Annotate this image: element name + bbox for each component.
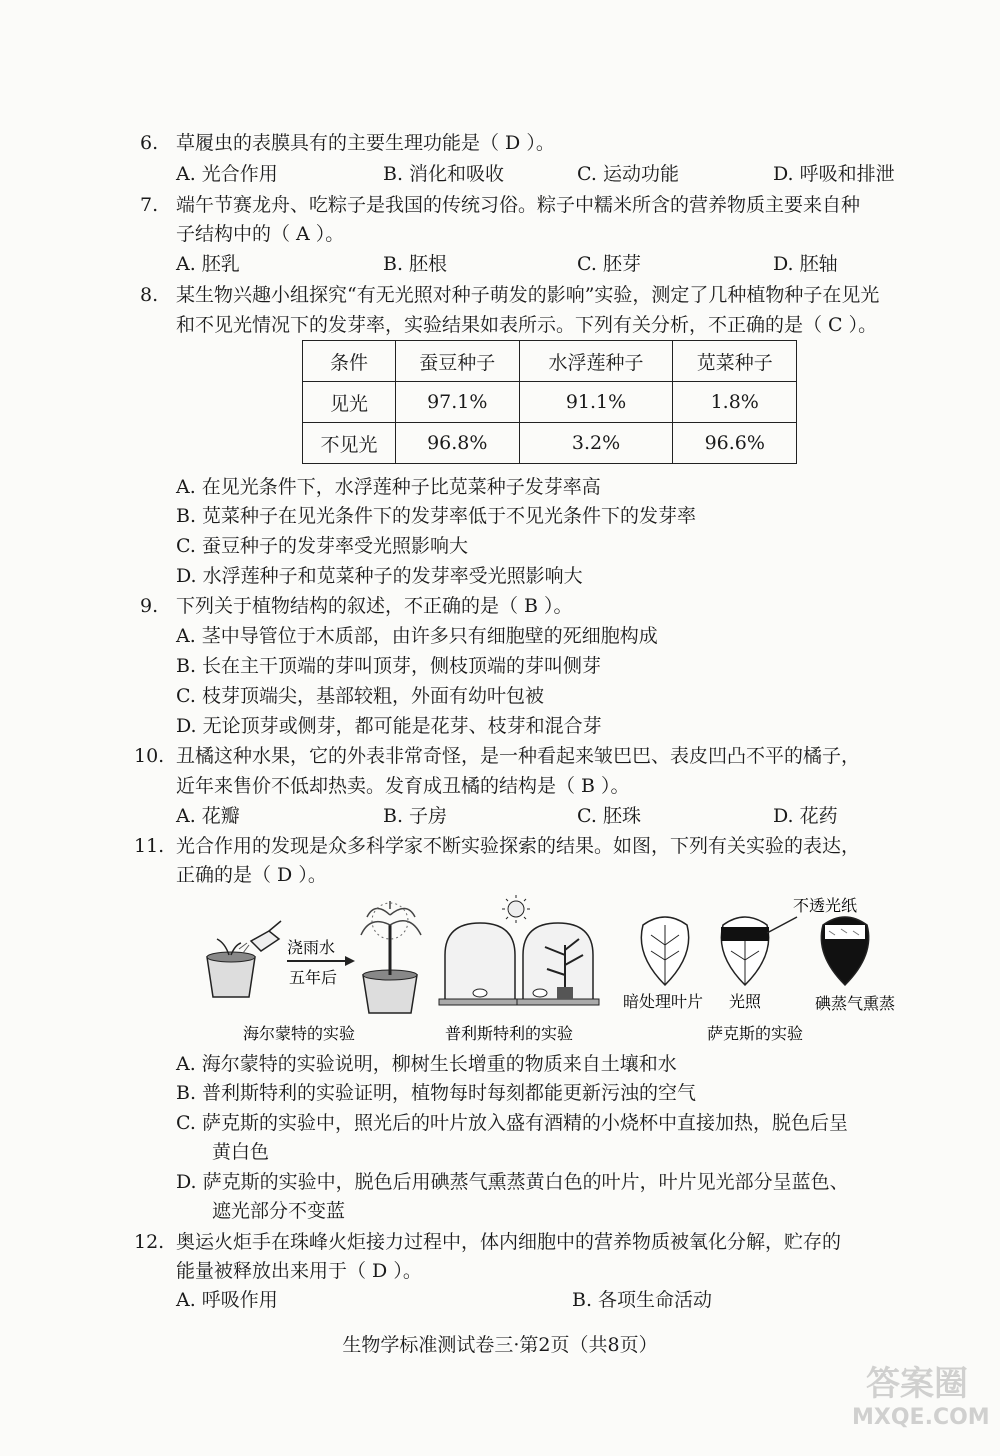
- q10-option-a: A. 花瓣: [176, 805, 240, 827]
- q7-number: 7.: [140, 194, 159, 216]
- q8-option-c: C. 蚕豆种子的发芽率受光照影响大: [176, 535, 468, 557]
- q9-number: 9.: [140, 595, 159, 617]
- caption-helmont: 海尔蒙特的实验: [243, 1024, 356, 1043]
- q6-option-d: D. 呼吸和排泄: [773, 163, 895, 185]
- watermark-logo: [852, 1356, 990, 1446]
- leaf-label-light: 光照: [729, 992, 762, 1011]
- q12-option-b: B. 各项生命活动: [572, 1289, 713, 1311]
- q6-option-c: C. 运动功能: [577, 163, 679, 185]
- q10-option-c: C. 胚珠: [577, 805, 641, 827]
- table-header-cell: 条件: [303, 341, 396, 382]
- q9-stem: 下列关于植物结构的叙述，不正确的是（ B ）。: [176, 595, 573, 617]
- table-header-cell: 苋菜种子: [673, 341, 797, 382]
- q7-stem-line2: 子结构中的（ A ）。: [176, 223, 345, 245]
- bell-jar-mouse: [439, 923, 521, 1005]
- helmont-small-pot: [207, 939, 255, 997]
- table-cell: 3.2%: [519, 423, 673, 464]
- q9-option-c: C. 枝芽顶端尖，基部较粗，外面有幼叶包被: [176, 685, 544, 707]
- leaf-label-dark: 暗处理叶片: [623, 992, 704, 1011]
- germination-table: [302, 340, 797, 464]
- opaque-paper-label: 不透光纸: [793, 896, 858, 915]
- q12-stem-line2: 能量被释放出来用于（ D ）。: [176, 1260, 422, 1282]
- table-row: [303, 423, 797, 464]
- willow-tree-pot: [361, 901, 421, 1013]
- q6-option-a: A. 光合作用: [176, 163, 278, 185]
- caption-priestley: 普利斯特利的实验: [445, 1024, 574, 1043]
- q10-stem-line1: 丑橘这种水果，它的外表非常奇怪，是一种看起来皱巴巴、表皮凹凸不平的橘子，: [176, 745, 861, 767]
- table-header-cell: 水浮莲种子: [519, 341, 673, 382]
- q12-stem-line1: 奥运火炬手在珠峰火炬接力过程中，体内细胞中的营养物质被氧化分解，贮存的: [176, 1231, 842, 1253]
- q7-option-a: A. 胚乳: [176, 253, 240, 275]
- table-cell: 96.6%: [673, 423, 797, 464]
- table-header-cell: 蚕豆种子: [396, 341, 520, 382]
- table-cell: 见光: [303, 382, 396, 423]
- q12-number: 12.: [134, 1231, 165, 1253]
- q10-number: 10.: [134, 745, 165, 767]
- q11-option-a: A. 海尔蒙特的实验说明，柳树生长增重的物质来自土壤和水: [176, 1053, 677, 1075]
- q11-option-d-line1: D. 萨克斯的实验中，脱色后用碘蒸气熏蒸黄白色的叶片，叶片见光部分呈蓝色、: [176, 1171, 849, 1193]
- q11-option-c-line2: 黄白色: [212, 1141, 270, 1163]
- q8-option-d: D. 水浮莲种子和苋菜种子的发芽率受光照影响大: [176, 565, 583, 587]
- q8-stem-line1: 某生物兴趣小组探究“有无光照对种子萌发的影响”实验，测定了几种植物种子在见光: [176, 284, 880, 306]
- leaf-dark-treated: [641, 917, 688, 985]
- q6-stem: 草履虫的表膜具有的主要生理功能是（ D ）。: [176, 132, 555, 154]
- page-footer: 生物学标准测试卷三·第2页（共8页）: [342, 1334, 658, 1356]
- q10-stem-line2: 近年来售价不低却热卖。发育成丑橘的结构是（ B ）。: [176, 775, 630, 797]
- q10-option-b: B. 子房: [383, 805, 448, 827]
- bell-jar-plant: [517, 923, 599, 1005]
- sun-icon: [502, 895, 530, 923]
- table-cell: 96.8%: [396, 423, 520, 464]
- q10-option-d: D. 花药: [773, 805, 838, 827]
- q6-option-b: B. 消化和吸收: [383, 163, 505, 185]
- table-cell: 不见光: [303, 423, 396, 464]
- q7-option-c: C. 胚芽: [577, 253, 641, 275]
- q11-option-b: B. 普利斯特利的实验证明，植物每时每刻都能更新污浊的空气: [176, 1082, 697, 1104]
- arrow-label-top: 浇雨水: [287, 938, 336, 957]
- table-row: [303, 382, 797, 423]
- q7-option-d: D. 胚轴: [773, 253, 838, 275]
- q11-option-d-line2: 遮光部分不变蓝: [212, 1200, 346, 1222]
- watermark-top: 答案圈: [866, 1364, 968, 1404]
- q8-option-a: A. 在见光条件下，水浮莲种子比苋菜种子发芽率高: [176, 476, 601, 498]
- q8-option-b: B. 苋菜种子在见光条件下的发芽率低于不见光条件下的发芽率: [176, 505, 697, 527]
- arrow-head: [345, 956, 355, 966]
- q12-option-a: A. 呼吸作用: [176, 1289, 278, 1311]
- q7-stem-line1: 端午节赛龙舟、吃粽子是我国的传统习俗。粽子中糯米所含的营养物质主要来自种: [176, 194, 861, 216]
- leaf-iodine: [821, 917, 868, 985]
- leaf-label-iodine: 碘蒸气熏蒸: [815, 994, 896, 1013]
- q7-option-b: B. 胚根: [383, 253, 448, 275]
- watering-can-icon: [239, 921, 281, 953]
- caption-sachs: 萨克斯的实验: [707, 1024, 804, 1043]
- q11-stem-line2: 正确的是（ D ）。: [176, 864, 327, 886]
- photosynthesis-figure: [195, 895, 935, 1050]
- table-header-row: [303, 341, 797, 382]
- q8-stem-line2: 和不见光情况下的发芽率，实验结果如表所示。下列有关分析，不正确的是（ C ）。: [176, 314, 878, 336]
- arrow-label-bottom: 五年后: [289, 968, 338, 987]
- q9-option-d: D. 无论顶芽或侧芽，都可能是花芽、枝芽和混合芽: [176, 715, 602, 737]
- watermark-bottom: MXQE.COM: [852, 1405, 990, 1430]
- q11-number: 11.: [134, 835, 165, 857]
- q6-number: 6.: [140, 132, 159, 154]
- leaf-light-with-paper: [721, 917, 797, 985]
- q11-stem-line1: 光合作用的发现是众多科学家不断实验探索的结果。如图，下列有关实验的表达，: [176, 835, 861, 857]
- q8-number: 8.: [140, 284, 159, 306]
- q9-option-a: A. 茎中导管位于木质部，由许多只有细胞壁的死细胞构成: [176, 625, 658, 647]
- table-cell: 1.8%: [673, 382, 797, 423]
- q9-option-b: B. 长在主干顶端的芽叫顶芽，侧枝顶端的芽叫侧芽: [176, 655, 602, 677]
- table-cell: 91.1%: [519, 382, 673, 423]
- table-cell: 97.1%: [396, 382, 520, 423]
- q11-option-c-line1: C. 萨克斯的实验中，照光后的叶片放入盛有酒精的小烧杯中直接加热，脱色后呈: [176, 1112, 848, 1134]
